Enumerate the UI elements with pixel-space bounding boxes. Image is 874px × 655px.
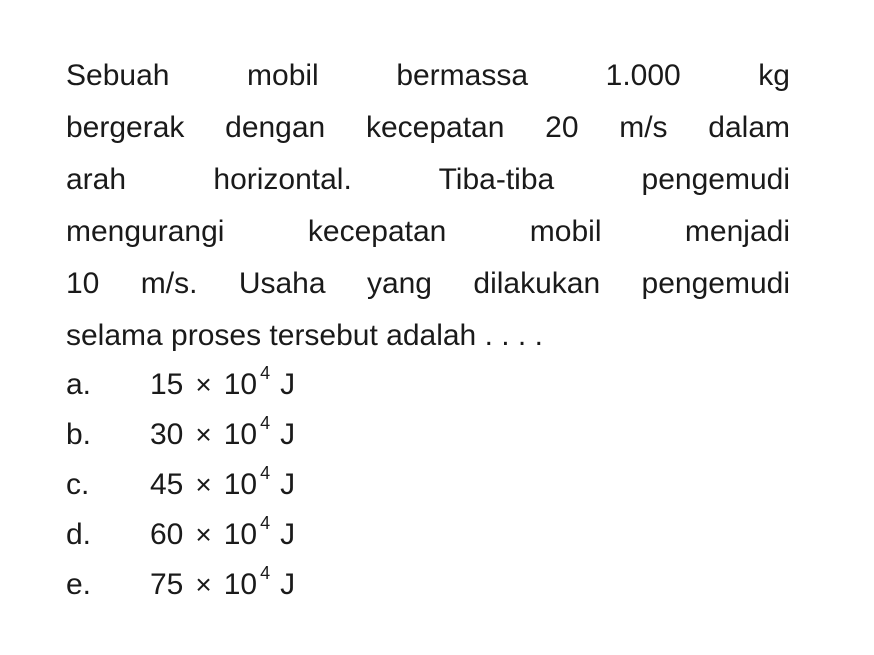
- option-mantissa: 30: [150, 418, 184, 451]
- option-value: [150, 552, 295, 610]
- question-line: Sebuah mobil bermassa 1.000 kg: [66, 59, 790, 92]
- option-e[interactable]: [66, 552, 295, 602]
- option-c[interactable]: [66, 452, 295, 502]
- option-letter: d.: [66, 518, 92, 551]
- option-base: 10: [223, 568, 258, 601]
- option-base: 10: [223, 518, 258, 551]
- times-sign: ×: [195, 419, 212, 450]
- option-exponent: 4: [260, 413, 271, 433]
- option-base: 10: [223, 468, 258, 501]
- option-mantissa: 15: [150, 368, 184, 401]
- answer-options: [66, 352, 295, 602]
- option-exponent: 4: [260, 563, 271, 583]
- option-base: 10: [223, 418, 258, 451]
- option-letter: c.: [66, 468, 90, 501]
- option-base: 10: [223, 368, 258, 401]
- times-sign: ×: [195, 569, 212, 600]
- option-exponent: 4: [260, 363, 271, 383]
- option-unit: J: [280, 368, 296, 401]
- option-unit: J: [280, 468, 296, 501]
- option-exponent: 4: [260, 463, 271, 483]
- question-line: mengurangi kecepatan mobil menjadi: [66, 215, 790, 248]
- option-letter: e.: [66, 568, 92, 601]
- question-line: arah horizontal. Tiba-tiba pengemudi: [66, 163, 790, 196]
- option-mantissa: 75: [150, 568, 184, 601]
- option-letter: b.: [66, 418, 92, 451]
- option-a[interactable]: [66, 352, 295, 402]
- question-line: 10 m/s. Usaha yang dilakukan pengemudi: [66, 267, 790, 300]
- option-d[interactable]: [66, 502, 295, 552]
- option-unit: J: [280, 518, 296, 551]
- times-sign: ×: [195, 369, 212, 400]
- option-exponent: 4: [260, 513, 271, 533]
- times-sign: ×: [195, 519, 212, 550]
- option-mantissa: 60: [150, 518, 184, 551]
- option-unit: J: [280, 418, 296, 451]
- question-line: selama proses tersebut adalah . . . .: [66, 319, 543, 352]
- times-sign: ×: [195, 469, 212, 500]
- option-mantissa: 45: [150, 468, 184, 501]
- question-text: [66, 50, 790, 362]
- option-b[interactable]: [66, 402, 295, 452]
- option-letter: a.: [66, 368, 92, 401]
- option-unit: J: [280, 568, 296, 601]
- question-line: bergerak dengan kecepatan 20 m/s dalam: [66, 111, 790, 144]
